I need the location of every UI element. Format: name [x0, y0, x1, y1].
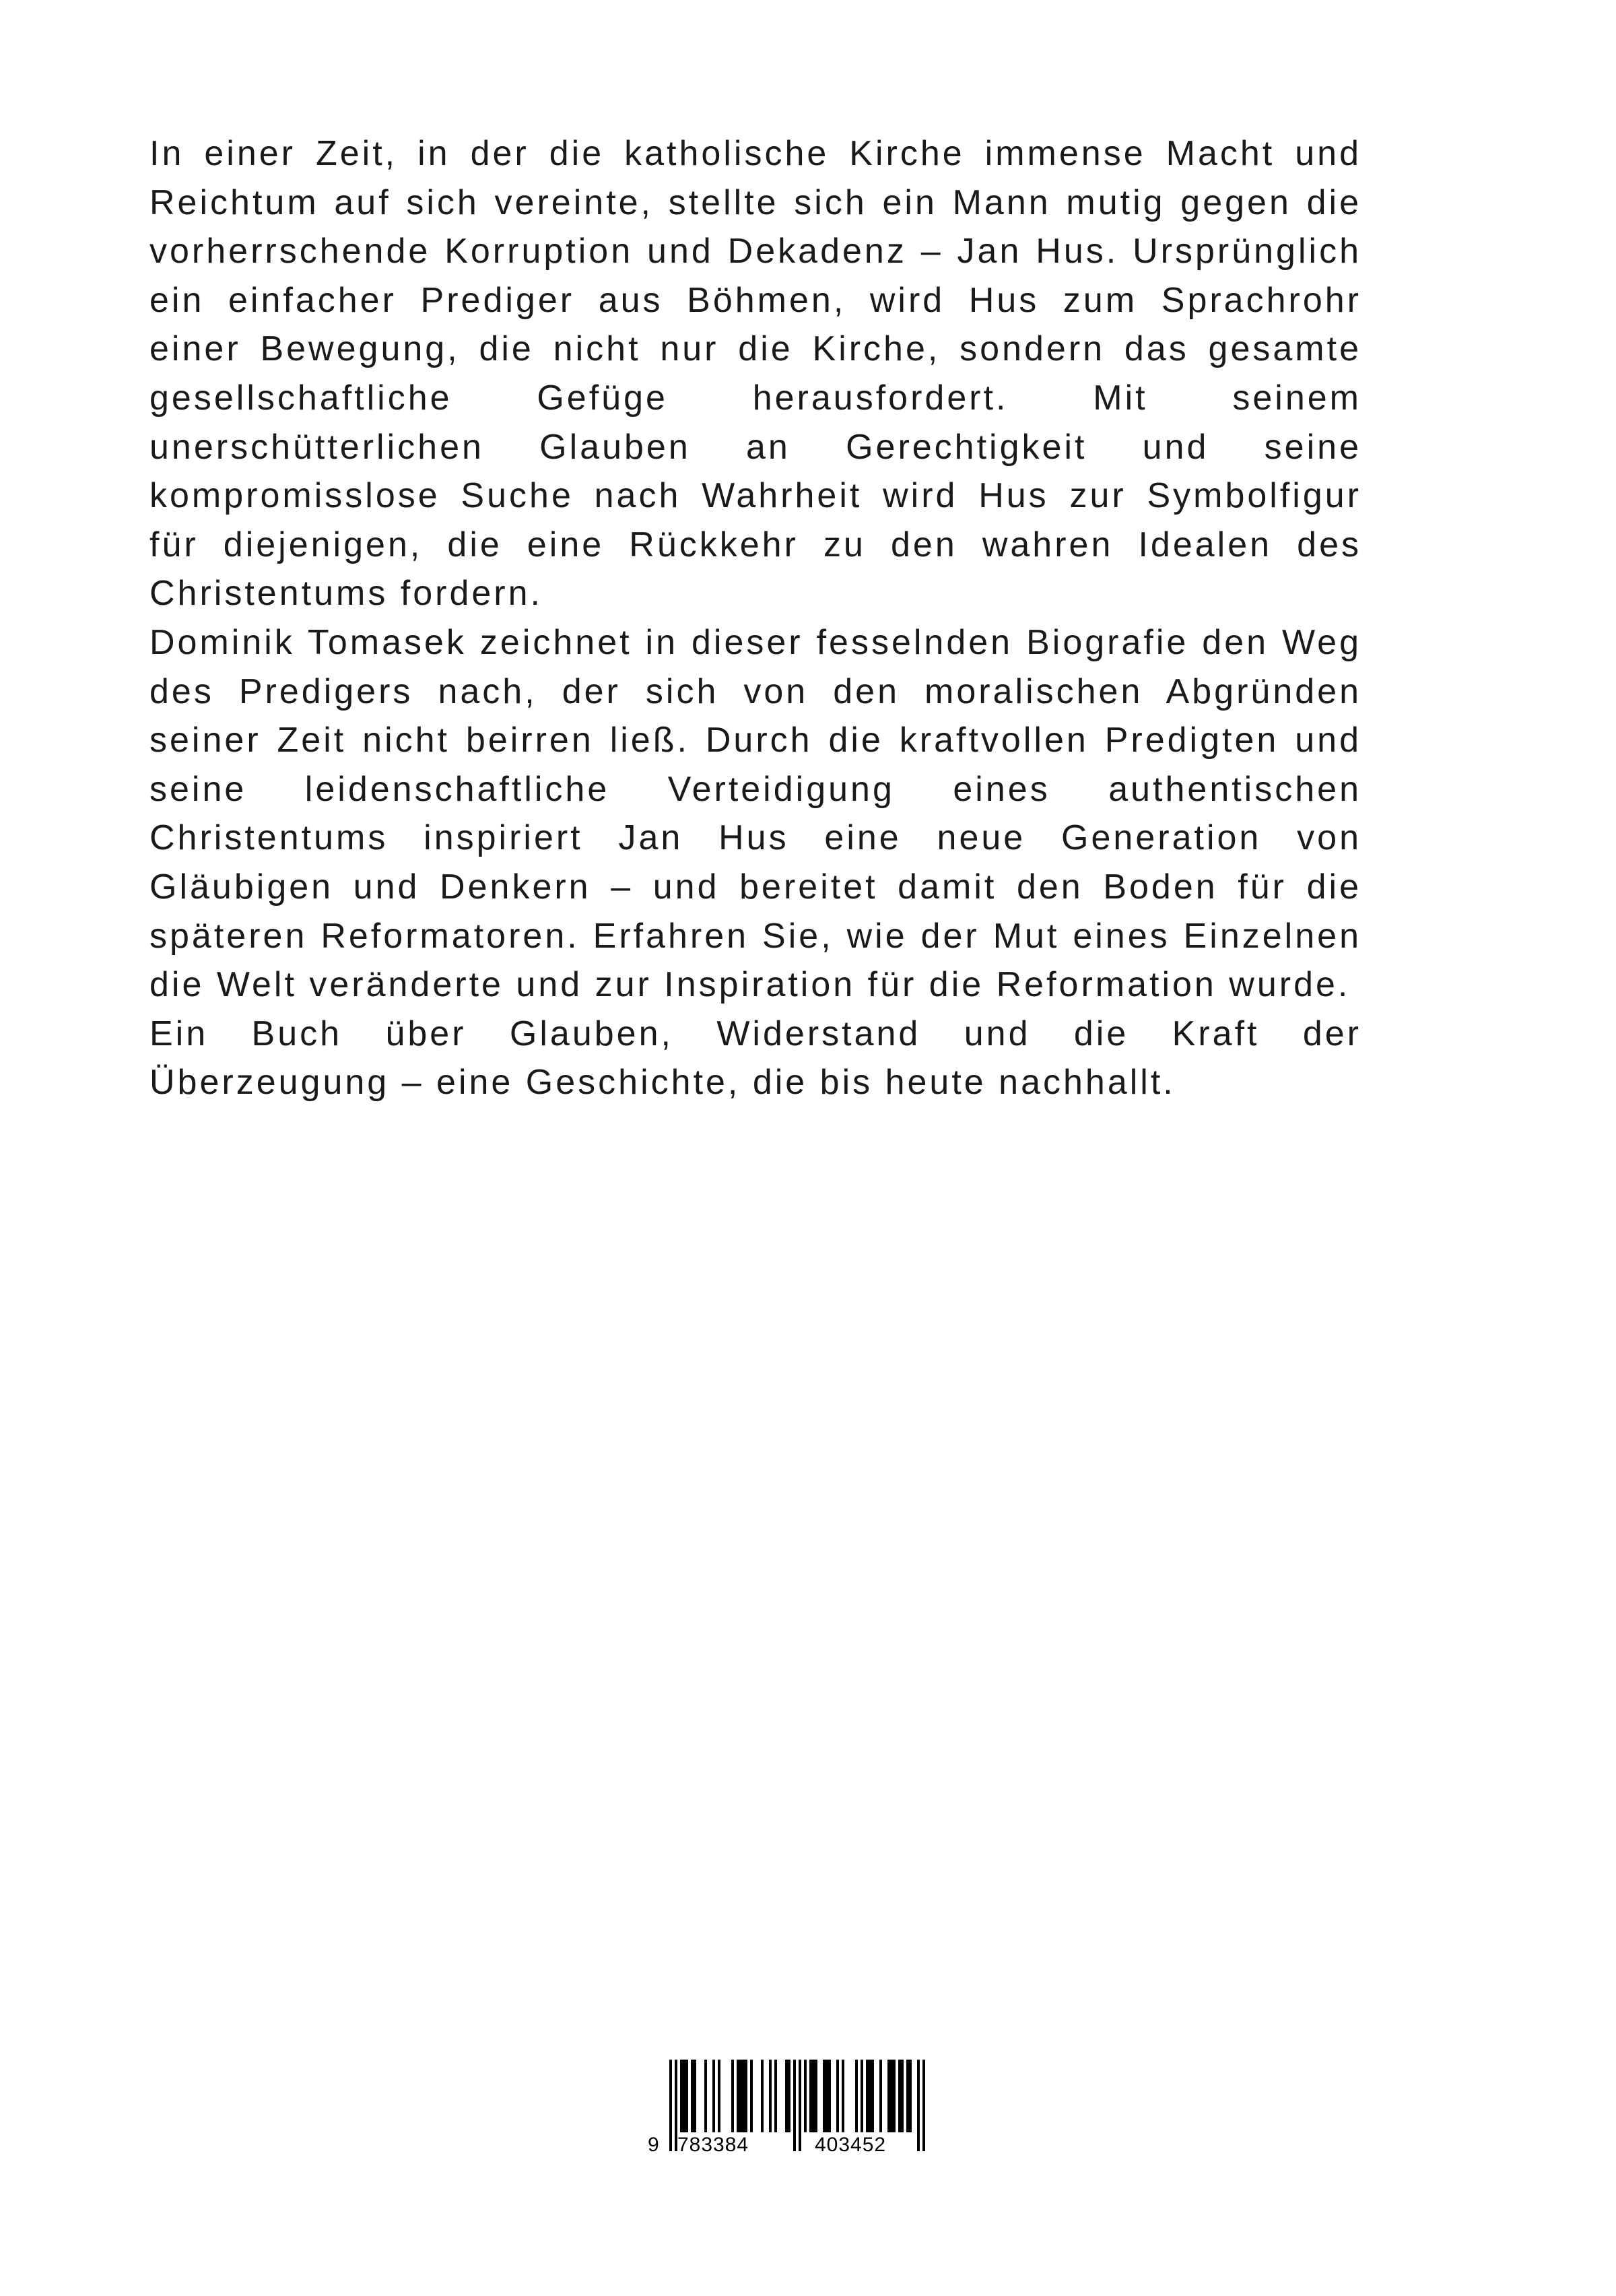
barcode-guard-bar [669, 2060, 672, 2151]
barcode-bar [680, 2060, 688, 2132]
barcode-bar [785, 2060, 790, 2132]
barcode-bar [836, 2060, 839, 2132]
barcode-bar [898, 2060, 904, 2132]
barcode-bar [823, 2060, 831, 2132]
barcode-bar [861, 2060, 863, 2132]
barcode-bar [842, 2060, 844, 2132]
barcode-bar [737, 2060, 747, 2132]
blurb-paragraph-2: Dominik Tomasek zeichnet in dieser fesselnden Biografie den Weg des Predigers nach, der sich von den moralischen Abgründen seiner Zeit nicht beirren ließ. Durch die kraftvollen Predigten und seine leidenschaftliche Verteidigung eines authentischen Christentums inspiriert Jan Hus eine neue Generation von Gläubigen und Denkern – und bereitet damit den Boden für die späteren Reformatoren. Erfahren Sie, wie der Mut eines Einzelnen die Welt veränderte und zur Inspiration für die Reformation wurde. [149, 622, 1361, 1005]
barcode-bar [866, 2060, 874, 2132]
barcode-guard-bar [922, 2060, 925, 2151]
barcode-lead-digit: 9 [648, 2134, 659, 2156]
blurb-paragraph-3: Ein Buch über Glauben, Widerstand und die Kraft der Überzeugung – eine Geschichte, die bis heute nachhallt. [149, 1014, 1361, 1103]
barcode-bar [804, 2060, 807, 2132]
barcode-bar [712, 2060, 715, 2132]
barcode-bar [906, 2060, 912, 2132]
barcode-left-digits: 783384 [677, 2134, 749, 2156]
blurb-paragraph-1: In einer Zeit, in der die katholische Kirche immense Macht und Reichtum auf sich vereinte, stellte sich ein Mann mutig gegen die vorherrschende Korruption und Dekadenz – Jan Hus. Ursprünglich ein einfacher Prediger aus Böhmen, wird Hus zum Sprachrohr einer Bewegung, die nicht nur die Kirche, sondern das gesamte gesellschaftliche Gefüge herausfordert. Mit seinem unerschütterlichen Glauben an Gerechtigkeit und seine kompromisslose Suche nach Wahrheit wird Hus zur Symbolfigur für diejenigen, die eine Rückkehr zu den wahren Idealen des Christentums fordern. [149, 134, 1361, 614]
barcode-bar [718, 2060, 720, 2132]
barcode-bar [855, 2060, 858, 2132]
barcode-bar [809, 2060, 817, 2132]
barcode-bar [887, 2060, 896, 2132]
barcode-bar [704, 2060, 707, 2132]
barcode-bar [761, 2060, 764, 2132]
barcode-bar [731, 2060, 734, 2132]
barcode-bar [750, 2060, 753, 2132]
isbn-barcode [646, 2060, 956, 2167]
barcode-guard-bar [917, 2060, 920, 2151]
barcode-guard-bar [793, 2060, 796, 2151]
barcode-bar [691, 2060, 696, 2132]
barcode-right-digits: 403452 [815, 2134, 887, 2156]
back-cover-blurb [149, 129, 1361, 1107]
barcode-guard-bar [799, 2060, 801, 2151]
barcode-bar [879, 2060, 882, 2132]
barcode-bar [769, 2060, 772, 2132]
barcode-bar [774, 2060, 777, 2132]
